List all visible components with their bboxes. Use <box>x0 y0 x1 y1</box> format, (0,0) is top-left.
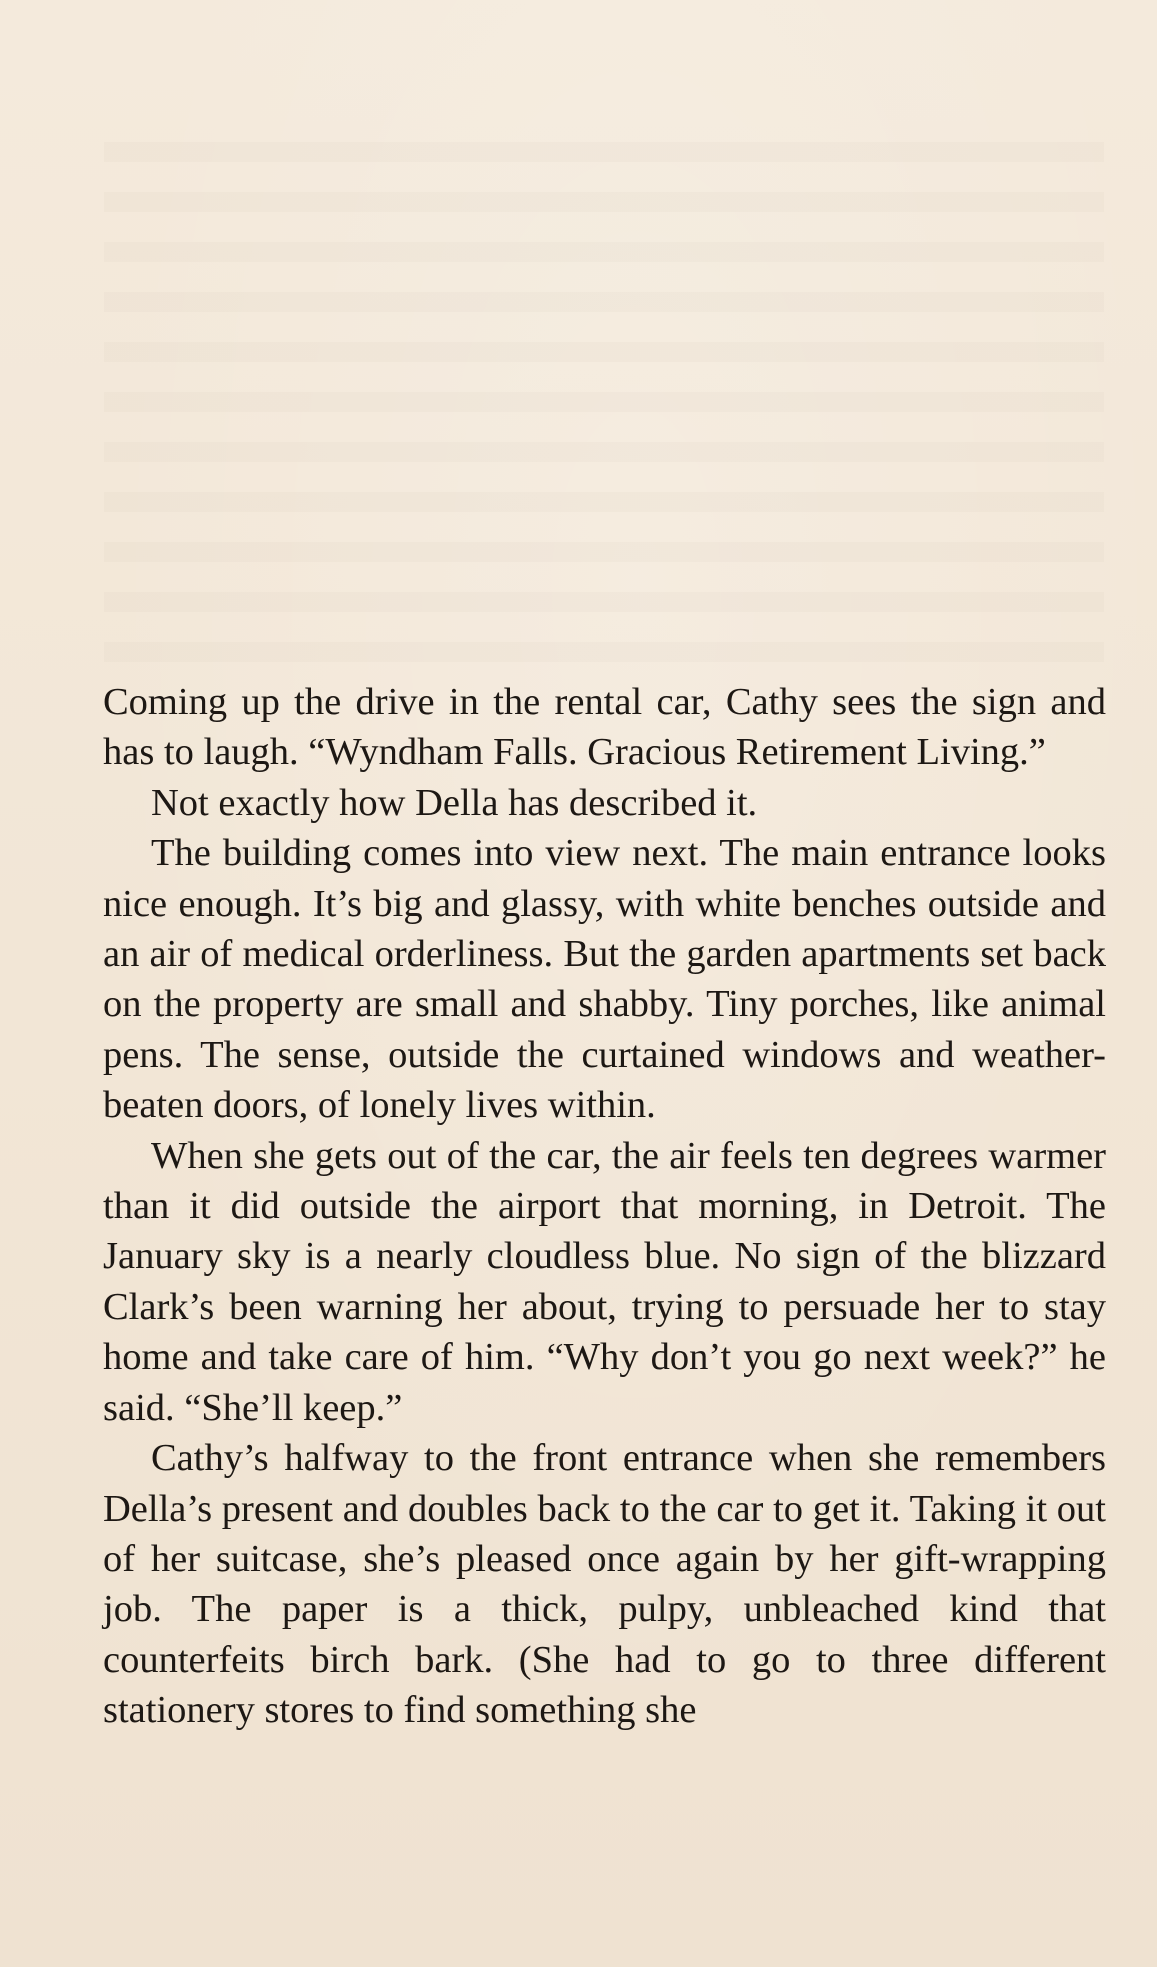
paragraph: Coming up the drive in the rental car, Cathy sees the sign and has to laugh. “Wyndham Falls. Gracious Retirement Living.” <box>103 681 1106 774</box>
paragraph: When she gets out of the car, the air feels ten degrees warmer than it did outside the airport that morning, in Detroit. The January sky is a nearly cloudless blue. No sign of the blizzard Clark’s been warning her about, trying to persuade her to stay home and take care of him. “Why don’t you go next week?” he said. “She’ll keep.” <box>103 1134 1106 1429</box>
paragraph: Cathy’s halfway to the front entrance when she remembers Della’s present and doubles back to the car to get it. Taking it out of her suitcase, she’s pleased once again by her gift-wrapping job. The paper is a thick, pulpy, unbleached kind that counterfeits birch bark. (She had to go to three different stationery stores to find something she <box>103 1437 1106 1732</box>
paragraph: Not exactly how Della has described it. <box>151 781 758 824</box>
bleed-through-shadow <box>104 128 1104 668</box>
body-text <box>103 677 1106 1736</box>
paragraph: The building comes into view next. The main entrance looks nice enough. It’s big and glassy, with white benches outside and an air of medical orderliness. But the garden apartments set back on the property are small and shabby. Tiny porches, like animal pens. The sense, outside the curtained windows and weather-beaten doors, of lonely lives within. <box>103 832 1106 1127</box>
